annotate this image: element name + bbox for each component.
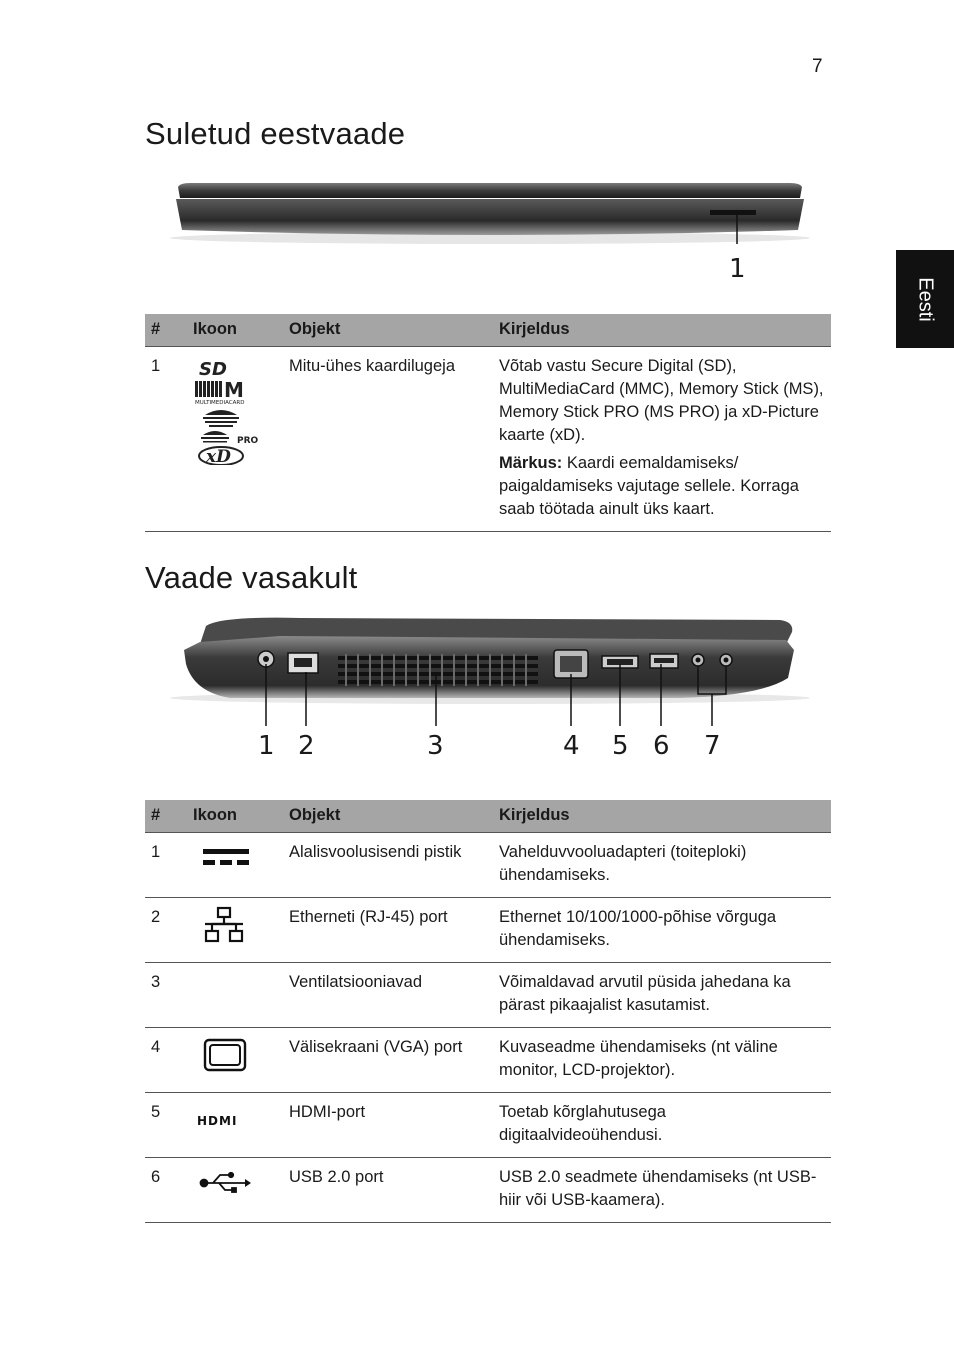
- row-number: 3: [145, 963, 187, 1028]
- callout-3: 3: [427, 731, 444, 761]
- callout-5: 5: [612, 731, 629, 761]
- table-header-row: [145, 314, 831, 347]
- callout-1: 1: [258, 731, 275, 761]
- note-text: Kaardi eemaldamiseks/ paigaldamiseks vajutage sellele. Korraga saab töötada ainult üks kaart.: [499, 454, 799, 518]
- row-number: 5: [145, 1093, 187, 1158]
- left-view-table: [145, 800, 831, 1223]
- table-row: [145, 1028, 831, 1093]
- table-row: [145, 347, 831, 532]
- header-number: #: [145, 314, 187, 347]
- header-object: Objekt: [283, 800, 493, 833]
- row-object: HDMI-port: [283, 1093, 493, 1158]
- table-row: [145, 1158, 831, 1223]
- callout-2: 2: [298, 731, 315, 761]
- svg-text:xD: xD: [206, 447, 231, 465]
- vga-icon: [187, 1028, 283, 1093]
- laptop-left-view-image: [160, 612, 820, 772]
- table-row: [145, 833, 831, 898]
- row-description: Vahelduvvooluadapteri (toiteploki) ühendamiseks.: [493, 833, 831, 898]
- usb-icon: [187, 1158, 283, 1223]
- callout-6: 6: [653, 731, 670, 761]
- row-description: [493, 347, 831, 532]
- page-number: 7: [812, 56, 823, 77]
- svg-text:PRO: PRO: [237, 436, 259, 446]
- table-row: [145, 1093, 831, 1158]
- mmc-logo-icon: [195, 378, 244, 406]
- row-number: 1: [145, 347, 187, 532]
- row-number: 1: [145, 833, 187, 898]
- header-description: Kirjeldus: [493, 314, 831, 347]
- row-icon-empty: [187, 963, 283, 1028]
- row-object: Ventilatsiooniavad: [283, 963, 493, 1028]
- row-description-text: Võtab vastu Secure Digital (SD), MultiMediaCard (MMC), Memory Stick (MS), Memory Stick PRO (MS PRO) ja xD-Picture kaarte (xD).: [499, 357, 824, 444]
- language-tab-label: Eesti: [914, 276, 937, 322]
- row-object: Etherneti (RJ-45) port: [283, 898, 493, 963]
- svg-text:MULTIMEDIACARD: MULTIMEDIACARD: [195, 400, 245, 406]
- laptop-front-view-image: [160, 178, 820, 288]
- card-reader-icons: [187, 347, 283, 532]
- row-number: 2: [145, 898, 187, 963]
- callout-4: 4: [563, 731, 580, 761]
- header-icon: Ikoon: [187, 800, 283, 833]
- row-object: Välisekraani (VGA) port: [283, 1028, 493, 1093]
- row-description: Kuvaseadme ühendamiseks (nt väline monitor, LCD-projektor).: [493, 1028, 831, 1093]
- row-number: 4: [145, 1028, 187, 1093]
- row-note: [499, 452, 825, 521]
- row-object: USB 2.0 port: [283, 1158, 493, 1223]
- header-object: Objekt: [283, 314, 493, 347]
- row-number: 6: [145, 1158, 187, 1223]
- table-row: [145, 898, 831, 963]
- table-row: [145, 963, 831, 1028]
- row-object: Alalisvoolusisendi pistik: [283, 833, 493, 898]
- row-description: USB 2.0 seadmete ühendamiseks (nt USB-hiir või USB-kaamera).: [493, 1158, 831, 1223]
- callout-7: 7: [704, 731, 721, 761]
- svg-text:M: M: [224, 378, 244, 402]
- header-icon: Ikoon: [187, 314, 283, 347]
- memory-stick-pro-icon: [201, 431, 259, 446]
- note-label: Märkus:: [499, 454, 563, 472]
- section-title-left-view: Vaade vasakult: [145, 560, 358, 595]
- table-header-row: [145, 800, 831, 833]
- row-description: Võimaldavad arvutil püsida jahedana ka pärast pikaajalist kasutamist.: [493, 963, 831, 1028]
- front-view-table: [145, 314, 831, 532]
- language-tab: [896, 250, 954, 348]
- xd-logo-icon: [199, 447, 243, 465]
- sd-logo-icon: SD: [199, 359, 227, 380]
- header-description: Kirjeldus: [493, 800, 831, 833]
- row-object: Mitu-ühes kaardilugeja: [283, 347, 493, 532]
- hdmi-icon: [187, 1093, 283, 1158]
- svg-text:HDMI: HDMI: [197, 1114, 238, 1128]
- ethernet-icon: [187, 898, 283, 963]
- row-description: Ethernet 10/100/1000-põhise võrguga ühendamiseks.: [493, 898, 831, 963]
- callout-1: 1: [729, 254, 746, 284]
- section-title-front-view: Suletud eestvaade: [145, 116, 406, 151]
- dc-power-icon: [187, 833, 283, 898]
- memory-stick-icon: [203, 410, 239, 427]
- header-number: #: [145, 800, 187, 833]
- row-description: Toetab kõrglahutusega digitaalvideoühendusi.: [493, 1093, 831, 1158]
